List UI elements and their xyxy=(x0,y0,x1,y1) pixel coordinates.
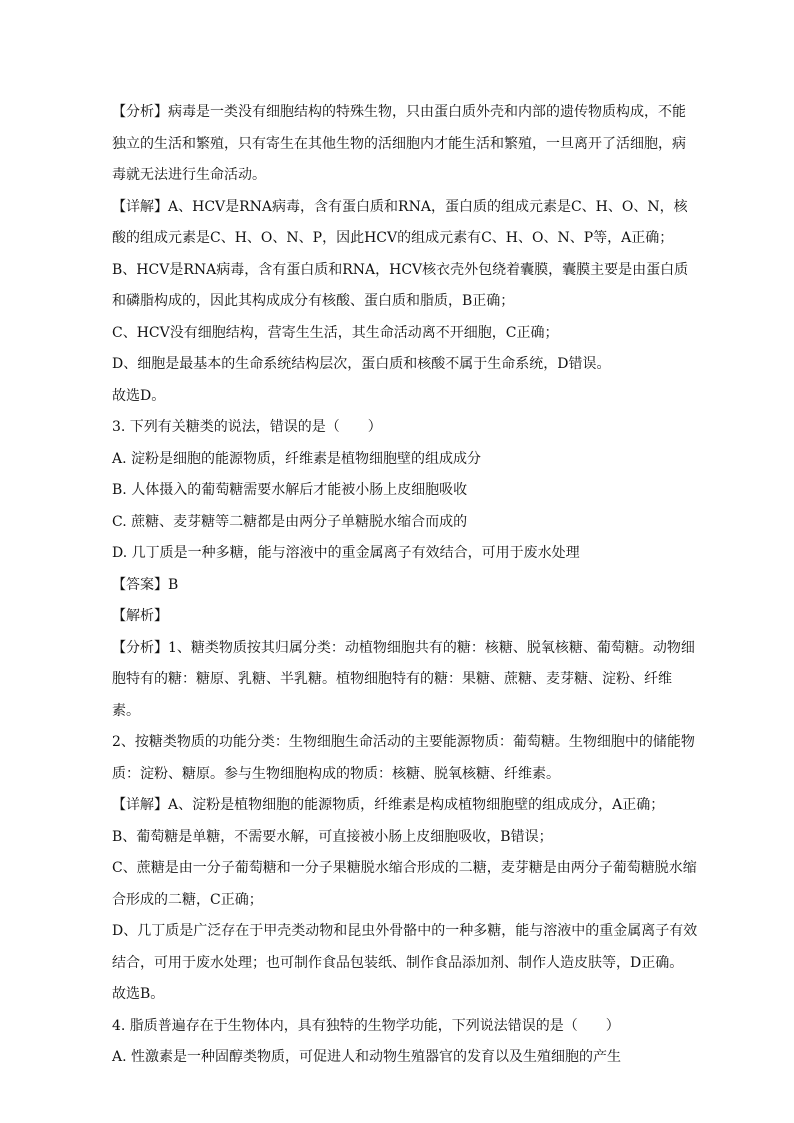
option-b: B. 人体摄入的葡萄糖需要水解后才能被小肠上皮细胞吸收 xyxy=(112,482,468,498)
detail-paragraph: D、几丁质是广泛存在于甲壳类动物和昆虫外骨骼中的一种多糖，能与溶液中的重金属离子有效结合，可用于废水处理；也可制作食品包装纸、制作食品添加剂、制作人造皮肤等，D正确。 xyxy=(112,923,698,971)
detail-paragraph: C、蔗糖是由一分子葡萄糖和一分子果糖脱水缩合形成的二糖，麦芽糖是由两分子葡萄糖脱水缩合形成的二糖，C正确； xyxy=(112,860,697,908)
detail-paragraph: D、细胞是最基本的生命系统结构层次，蛋白质和核酸不属于生命系统，D错误。 xyxy=(112,356,611,372)
option-d: D. 几丁质是一种多糖，能与溶液中的重金属离子有效结合，可用于废水处理 xyxy=(112,545,580,561)
question-stem: 3. 下列有关糖类的说法，错误的是（ ） xyxy=(112,419,382,435)
detail-paragraph: 【详解】A、HCV是RNA病毒，含有蛋白质和RNA，蛋白质的组成元素是C、H、O、N，核酸的组成元素是C、H、O、N、P，因此HCV的组成元素有C、H、O、N、P等，A正确； xyxy=(112,198,688,246)
analysis-paragraph: 2、按糖类物质的功能分类：生物细胞生命活动的主要能源物质：葡萄糖。生物细胞中的储能物质：淀粉、糖原。参与生物细胞构成的物质：核糖、脱氧核糖、纤维素。 xyxy=(112,734,695,782)
analysis-paragraph: 【分析】病毒是一类没有细胞结构的特殊生物，只由蛋白质外壳和内部的遗传物质构成，不能独立的生活和繁殖，只有寄生在其他生物的活细胞内才能生活和繁殖，一旦离开了活细胞，病毒就无法进行生命活动。 xyxy=(112,104,686,183)
question-stem: 4. 脂质普遍存在于生物体内，具有独特的生物学功能，下列说法错误的是（ ） xyxy=(112,1017,620,1034)
detail-paragraph: C、HCV没有细胞结构，营寄生生活，其生命活动离不开细胞，C正确； xyxy=(112,324,559,341)
explanation-heading: 【解析】 xyxy=(112,608,168,624)
analysis-paragraph: 【分析】1、糖类物质按其归属分类：动植物细胞共有的糖：核糖、脱氧核糖、葡萄糖。动物细胞特有的糖：糖原、乳糖、半乳糖。植物细胞特有的糖：果糖、蔗糖、麦芽糖、淀粉、纤维素。 xyxy=(112,639,695,719)
detail-paragraph: 【详解】A、淀粉是植物细胞的能源物质，纤维素是构成植物细胞壁的组成成分，A正确； xyxy=(112,797,665,813)
conclusion-line: 故选D。 xyxy=(112,387,166,404)
option-a: A. 性激素是一种固醇类物质，可促进人和动物生殖器官的发育以及生殖细胞的产生 xyxy=(112,1049,622,1065)
option-c: C. 蔗糖、麦芽糖等二糖都是由两分子单糖脱水缩合而成的 xyxy=(112,513,468,530)
conclusion-line: 故选B。 xyxy=(112,986,165,1002)
answer-line: 【答案】B xyxy=(112,576,179,593)
option-a: A. 淀粉是细胞的能源物质，纤维素是植物细胞壁的组成成分 xyxy=(112,450,482,467)
detail-paragraph: B、葡萄糖是单糖，不需要水解，可直接被小肠上皮细胞吸收，B错误； xyxy=(112,828,553,845)
detail-paragraph: B、HCV是RNA病毒，含有蛋白质和RNA，HCV核衣壳外包绕着囊膜，囊膜主要是由蛋白质和磷脂构成的，因此其构成成分有核酸、蛋白质和脂质，B正确； xyxy=(112,261,689,309)
